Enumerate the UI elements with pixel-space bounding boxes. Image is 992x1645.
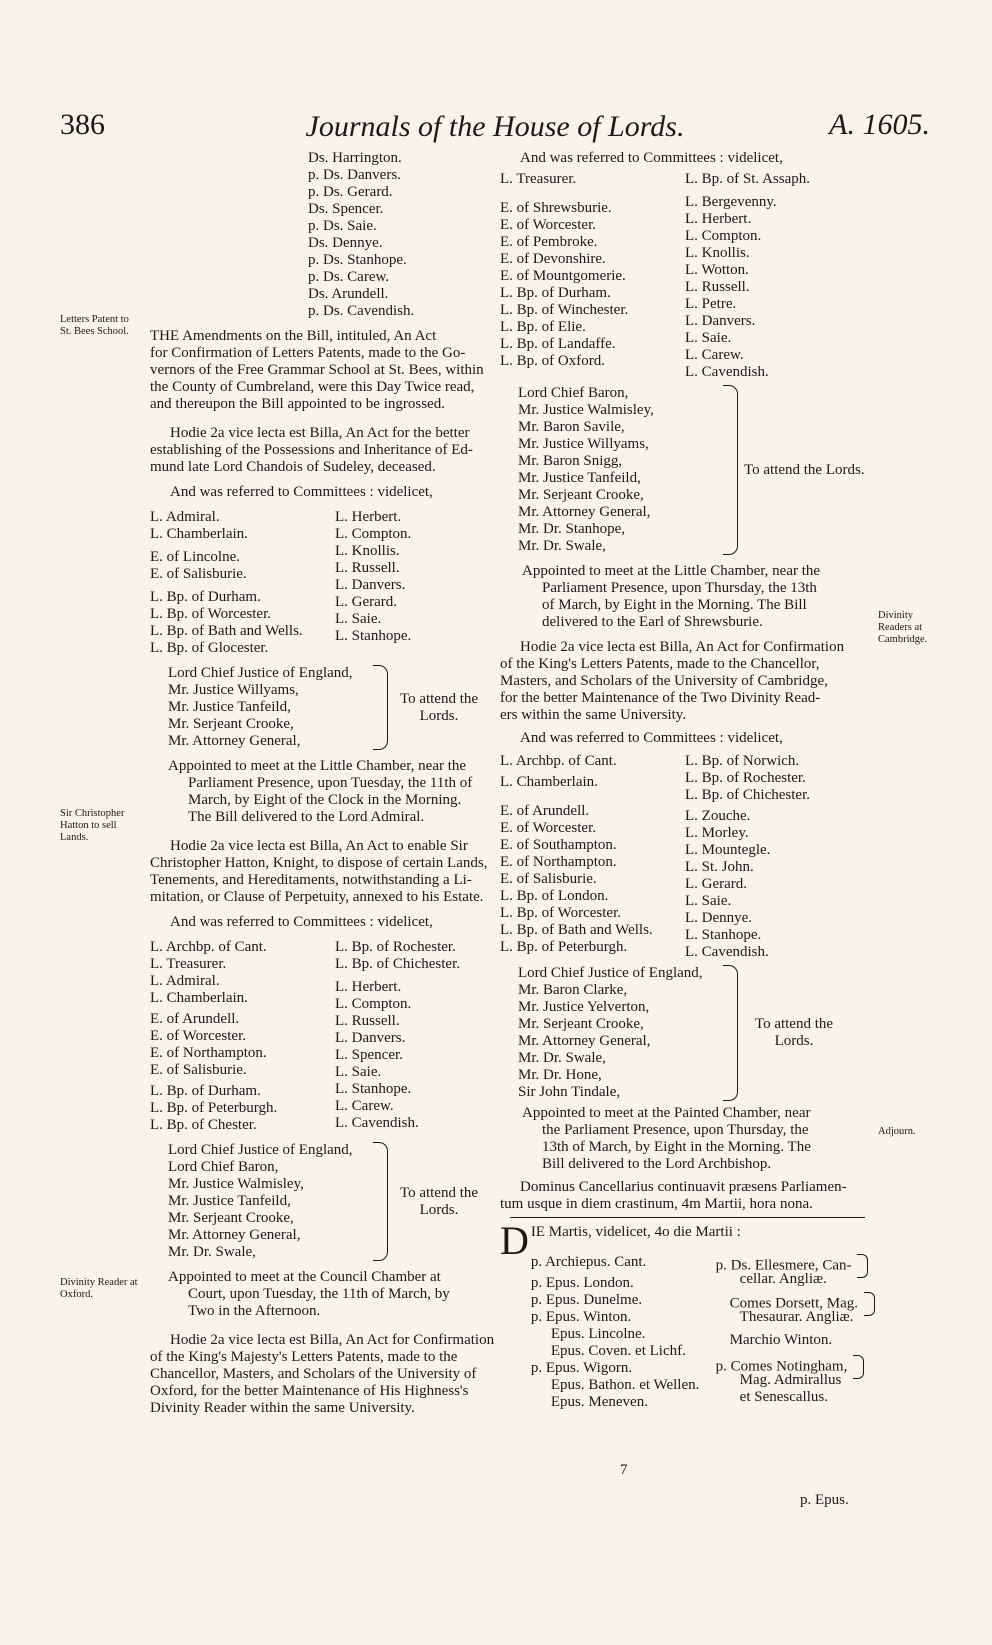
die-martis-text: IE Martis, videlicet, 4o die Martii : xyxy=(530,1224,741,1240)
attendee: p. Ds. Ellesmere, Can- xyxy=(716,1254,875,1271)
committee-member: L. Danvers. xyxy=(335,577,406,593)
attendee: p. Archiepus. Cant. xyxy=(530,1254,647,1270)
para-line: Hodie 2a vice lecta est Billa, An Act for the better xyxy=(170,425,470,441)
committee-member: L. Danvers. xyxy=(335,1030,406,1046)
committee-member: L. Bp. of Chester. xyxy=(150,1117,257,1133)
section-divider xyxy=(510,1217,865,1218)
hatton-committee xyxy=(150,939,490,1134)
committee-member: L. Bp. of Durham. xyxy=(150,589,261,605)
para-line: Hodie 2a vice lecta est Billa, An Act to enable Sir xyxy=(170,838,468,854)
judge-name: Mr. Justice Willyams, xyxy=(168,682,299,698)
committee-member: L. Bp. of Chichester. xyxy=(685,787,810,803)
judge-name: Mr. Dr. Stanhope, xyxy=(518,521,626,537)
judge-name: Sir John Tindale, xyxy=(518,1084,621,1100)
committee-member: L. Spencer. xyxy=(335,1047,403,1063)
referred-line: And was referred to Committees : videlicet, xyxy=(170,484,433,500)
margin-note-oxford: Divinity Reader at Oxford. xyxy=(60,1277,138,1300)
signature-mark: 7 xyxy=(620,1462,628,1478)
committee-member: E. of Salisburie. xyxy=(150,566,247,582)
chandois-committee xyxy=(150,509,490,657)
journal-title: Journals of the House of Lords. xyxy=(305,110,685,143)
adjourn-paragraph xyxy=(500,1179,875,1213)
committee-member: L. Bp. of Rochester. xyxy=(335,939,456,955)
judge-name: Mr. Attorney General, xyxy=(518,504,651,520)
catchword: p. Epus. xyxy=(800,1492,849,1508)
committee-member: L. Stanhope. xyxy=(685,927,762,943)
committee-member: E. of Southampton. xyxy=(500,837,617,853)
to-attend-label: To attend the Lords. xyxy=(754,1016,834,1049)
para-line: Court, upon Tuesday, the 11th of March, by xyxy=(188,1286,450,1302)
committee-member: E. of Salisburie. xyxy=(150,1062,247,1078)
attendee: p. Comes Notingham, xyxy=(716,1355,875,1372)
committee-member: L. Bp. of Oxford. xyxy=(500,353,605,369)
para-line: Bill delivered to the Lord Archbishop. xyxy=(542,1156,772,1172)
committee-member: L. Compton. xyxy=(685,228,762,244)
page-number: 386 xyxy=(60,108,105,141)
right-column xyxy=(500,150,875,1411)
committee-member: L. Carew. xyxy=(335,1098,394,1114)
committee-member: L. Morley. xyxy=(685,825,749,841)
left-column xyxy=(150,150,495,1417)
attendee: Comes Dorsett, Mag. xyxy=(716,1292,875,1309)
committee-member: L. Bp. of Durham. xyxy=(500,285,611,301)
committee-member: L. Bergevenny. xyxy=(685,194,777,210)
judge-name: Mr. Serjeant Crooke, xyxy=(518,1016,644,1032)
judge-name: Mr. Dr. Swale, xyxy=(518,1050,606,1066)
committee-member: L. Bp. of Peterburgh. xyxy=(150,1100,278,1116)
para-line: Appointed to meet at the Little Chamber, near the xyxy=(522,563,821,579)
committee-member: L. Bp. of London. xyxy=(500,888,609,904)
chandois-appointed xyxy=(150,758,490,826)
para-line: Divinity Reader within the same University. xyxy=(150,1400,415,1416)
margin-note-adjourn: Adjourn. xyxy=(878,1126,916,1137)
committee-member: L. Bp. of Durham. xyxy=(150,1083,261,1099)
attendee: p. Epus. Wigorn. xyxy=(530,1360,633,1376)
committee-member: L. Herbert. xyxy=(335,509,402,525)
committee-member: L. Knollis. xyxy=(685,245,750,261)
attendee: p. Epus. London. xyxy=(530,1275,634,1291)
attendee: et Senescallus. xyxy=(739,1389,828,1405)
judge-name: Mr. Serjeant Crooke, xyxy=(168,1210,294,1226)
st-bees-paragraph xyxy=(150,328,490,413)
committee-member: E. of Devonshire. xyxy=(500,251,606,267)
margin-note-cambridge: Divinity Readers at Cambridge. xyxy=(878,610,928,645)
committee-member: L. Saie. xyxy=(685,330,732,346)
judge-name: Mr. Justice Tanfeild, xyxy=(518,470,641,486)
judge-name: Lord Chief Justice of England, xyxy=(518,965,703,981)
para-line: establishing of the Possessions and Inheritance of Ed- xyxy=(150,442,473,458)
para-line: tum usque in diem crastinum, 4m Martii, hora nona. xyxy=(500,1196,813,1212)
oxford-paragraph xyxy=(150,1332,495,1417)
judge-name: Mr. Baron Snigg, xyxy=(518,453,623,469)
judge-name: Lord Chief Baron, xyxy=(518,385,629,401)
referred-line: And was referred to Committees : videlicet, xyxy=(520,150,783,166)
committee-member: L. Bp. of Glocester. xyxy=(150,640,269,656)
committee-member: L. Cavendish. xyxy=(685,944,769,960)
committee-member: L. Treasurer. xyxy=(150,956,227,972)
para-line: Chancellor, Masters, and Scholars of the University of xyxy=(150,1366,477,1382)
committee-member: L. Carew. xyxy=(685,347,744,363)
para-line: delivered to the Earl of Shrewsburie. xyxy=(542,614,763,630)
judge-name: Mr. Baron Clarke, xyxy=(518,982,628,998)
brace xyxy=(373,1142,388,1261)
committee-member: E. of Worcester. xyxy=(500,217,596,233)
lord-entry: p. Ds. Danvers. xyxy=(308,167,401,183)
para-line: Parliament Presence, upon Thursday, the 13th xyxy=(542,580,817,596)
judge-name: Mr. Justice Yelverton, xyxy=(518,999,650,1015)
judge-name: Lord Chief Justice of England, xyxy=(168,665,353,681)
para-line: Masters, and Scholars of the University of Cambridge, xyxy=(500,673,828,689)
committee-member: E. of Arundell. xyxy=(150,1011,240,1027)
committee-member: L. Bp. of Worcester. xyxy=(150,606,271,622)
para-line: of March, by Eight in the Morning. The Bill xyxy=(542,597,807,613)
committee-member: L. Saie. xyxy=(335,1064,382,1080)
committee-member: L. Saie. xyxy=(335,611,382,627)
attendee: Epus. Coven. et Lichf. xyxy=(550,1343,686,1359)
cambridge-committee xyxy=(500,753,875,961)
attendee: Epus. Meneven. xyxy=(550,1394,648,1410)
para-line: Parliament Presence, upon Tuesday, the 11th of xyxy=(188,775,473,791)
judge-name: Mr. Attorney General, xyxy=(168,1227,301,1243)
committee-member: L. Danvers. xyxy=(685,313,756,329)
para-line: mund late Lord Chandois of Sudeley, deceased. xyxy=(150,459,436,475)
to-attend-label: To attend the Lords. xyxy=(744,461,865,478)
committee-member: L. Cavendish. xyxy=(685,364,769,380)
committee-member: L. Bp. of Elie. xyxy=(500,319,586,335)
committee-member: L. Russell. xyxy=(685,279,750,295)
lord-entry: p. Ds. Stanhope. xyxy=(308,252,407,268)
chandois-judges-group xyxy=(168,665,490,750)
oxford-appointed xyxy=(500,563,875,631)
committee-member: L. Chamberlain. xyxy=(150,990,248,1006)
committee-member: L. Bp. of Worcester. xyxy=(500,905,621,921)
committee-member: L. Gerard. xyxy=(685,876,748,892)
committee-member: L. Cavendish. xyxy=(335,1115,419,1131)
cambridge-judges-group xyxy=(518,965,875,1101)
lord-entry: Ds. Harrington. xyxy=(308,150,402,166)
para-line: The Bill delivered to the Lord Admiral. xyxy=(188,809,425,825)
committee-member: L. Russell. xyxy=(335,560,400,576)
para-line: ers within the same University. xyxy=(500,707,687,723)
committee-member: L. Bp. of Chichester. xyxy=(335,956,460,972)
committee-member: L. Treasurer. xyxy=(500,171,577,187)
committee-member: L. Bp. of Rochester. xyxy=(685,770,806,786)
committee-member: L. Herbert. xyxy=(335,979,402,995)
referred-line: And was referred to Committees : videlicet, xyxy=(520,730,783,746)
committee-member: L. Dennye. xyxy=(685,910,753,926)
committee-member: L. Archbp. of Cant. xyxy=(500,753,617,769)
judge-name: Mr. Serjeant Crooke, xyxy=(168,716,294,732)
hatton-judges-group xyxy=(168,1142,490,1261)
committee-member: L. St. John. xyxy=(685,859,754,875)
judge-name: Lord Chief Justice of England, xyxy=(168,1142,353,1158)
lord-entry: p. Ds. Gerard. xyxy=(308,184,393,200)
para-line: and thereupon the Bill appointed to be ingrossed. xyxy=(150,396,445,412)
attendee: cellar. Angliæ. xyxy=(739,1271,827,1287)
hatton-appointed xyxy=(150,1269,490,1320)
para-line: for Confirmation of Letters Patents, made to the Go- xyxy=(150,345,466,361)
lord-entry: p. Ds. Cavendish. xyxy=(308,303,415,319)
committee-member: L. Stanhope. xyxy=(335,1081,412,1097)
attendee: p. Epus. Winton. xyxy=(530,1309,632,1325)
committee-member: L. Compton. xyxy=(335,526,412,542)
committee-member: L. Bp. of Bath and Wells. xyxy=(500,922,653,938)
attendee: Mag. Admirallus xyxy=(739,1372,842,1388)
chandois-paragraph xyxy=(150,425,490,476)
committee-member: L. Bp. of Landaffe. xyxy=(500,336,616,352)
committee-member: L. Chamberlain. xyxy=(500,774,598,790)
para-line: THE Amendments on the Bill, intituled, An Act xyxy=(150,328,437,344)
committee-member: E. of Mountgomerie. xyxy=(500,268,626,284)
lord-entry: p. Ds. Saie. xyxy=(308,218,377,234)
lord-entry: Ds. Dennye. xyxy=(308,235,383,251)
committee-member: E. of Northampton. xyxy=(500,854,617,870)
para-line: mitation, or Clause of Perpetuity, annexed to his Estate. xyxy=(150,889,484,905)
committee-member: L. Petre. xyxy=(685,296,737,312)
judge-name: Mr. Justice Willyams, xyxy=(518,436,649,452)
to-attend-label: To attend the Lords. xyxy=(399,1184,479,1218)
committee-member: E. of Northampton. xyxy=(150,1045,267,1061)
committee-member: E. of Worcester. xyxy=(500,820,596,836)
committee-member: L. Admiral. xyxy=(150,509,220,525)
para-line: for the better Maintenance of the Two Divinity Read- xyxy=(500,690,821,706)
committee-member: L. Gerard. xyxy=(335,594,398,610)
top-lords-list xyxy=(150,150,490,320)
committee-member: L. Admiral. xyxy=(150,973,220,989)
oxford-committee xyxy=(500,171,875,381)
attendee: p. Epus. Dunelme. xyxy=(530,1292,643,1308)
para-line: Appointed to meet at the Painted Chamber, near xyxy=(522,1105,811,1121)
oxford-judges-group xyxy=(518,385,875,555)
attendee: Thesaurar. Angliæ. xyxy=(739,1309,854,1325)
attendee: Marchio Winton. xyxy=(729,1332,833,1348)
brace xyxy=(723,965,738,1101)
attendance-list xyxy=(531,1254,875,1411)
to-attend-label: To attend the Lords. xyxy=(399,690,479,724)
committee-member: L. Wotton. xyxy=(685,262,749,278)
judge-name: Mr. Justice Tanfeild, xyxy=(168,699,291,715)
committee-member: L. Bp. of Norwich. xyxy=(685,753,800,769)
cambridge-paragraph xyxy=(500,639,875,724)
committee-member: L. Compton. xyxy=(335,996,412,1012)
para-line: Hodie 2a vice lecta est Billa, An Act for Confirmation xyxy=(170,1332,495,1348)
committee-member: L. Bp. of Winchester. xyxy=(500,302,629,318)
judge-name: Mr. Justice Walmisley, xyxy=(168,1176,304,1192)
committee-member: L. Mountegle. xyxy=(685,842,771,858)
lord-entry: Ds. Spencer. xyxy=(308,201,384,217)
committee-member: L. Stanhope. xyxy=(335,628,412,644)
page-header xyxy=(60,108,930,144)
para-line: Two in the Afternoon. xyxy=(188,1303,321,1319)
para-line: Appointed to meet at the Little Chamber, near the xyxy=(168,758,467,774)
margin-note-st-bees: Letters Patent to St. Bees School. xyxy=(60,314,129,337)
committee-member: L. Archbp. of Cant. xyxy=(150,939,267,955)
committee-member: L. Bp. of St. Assaph. xyxy=(685,171,811,187)
drop-cap: D xyxy=(500,1218,529,1263)
judge-name: Mr. Baron Savile, xyxy=(518,419,625,435)
para-line: vernors of the Free Grammar School at St. Bees, within xyxy=(150,362,484,378)
judge-name: Mr. Serjeant Crooke, xyxy=(518,487,644,503)
committee-member: E. of Salisburie. xyxy=(500,871,597,887)
committee-member: L. Bp. of Peterburgh. xyxy=(500,939,628,955)
para-line: the County of Cumbreland, were this Day Twice read, xyxy=(150,379,475,395)
para-line: the Parliament Presence, upon Thursday, the xyxy=(542,1122,809,1138)
para-line: 13th of March, by Eight in the Morning. The xyxy=(542,1139,811,1155)
para-line: of the King's Letters Patents, made to the Chancellor, xyxy=(500,656,820,672)
judge-name: Mr. Justice Walmisley, xyxy=(518,402,654,418)
margin-note-hatton: Sir Christopher Hatton to sell Lands. xyxy=(60,808,125,843)
lord-entry: Ds. Arundell. xyxy=(308,286,389,302)
attendee: Epus. Lincolne. xyxy=(550,1326,646,1342)
committee-member: E. of Pembroke. xyxy=(500,234,598,250)
judge-name: Mr. Dr. Swale, xyxy=(168,1244,256,1260)
judge-name: Mr. Dr. Swale, xyxy=(518,538,606,554)
cambridge-appointed xyxy=(500,1105,875,1173)
para-line: Hodie 2a vice lecta est Billa, An Act for Confirmation xyxy=(520,639,845,655)
para-line: Dominus Cancellarius continuavit præsens Parliamen- xyxy=(520,1179,847,1195)
para-line: Tenements, and Hereditaments, notwithstanding a Li- xyxy=(150,872,472,888)
para-line: Appointed to meet at the Council Chamber at xyxy=(168,1269,441,1285)
committee-member: L. Russell. xyxy=(335,1013,400,1029)
committee-member: E. of Worcester. xyxy=(150,1028,246,1044)
committee-member: L. Bp. of Bath and Wells. xyxy=(150,623,303,639)
brace xyxy=(373,665,388,750)
committee-member: L. Knollis. xyxy=(335,543,400,559)
committee-member: E. of Lincolne. xyxy=(150,549,240,565)
judge-name: Mr. Attorney General, xyxy=(518,1033,651,1049)
attendee: Epus. Bathon. et Wellen. xyxy=(550,1377,700,1393)
judge-name: Mr. Dr. Hone, xyxy=(518,1067,602,1083)
year: A. 1605. xyxy=(829,108,930,141)
para-line: Oxford, for the better Maintenance of His Highness's xyxy=(150,1383,469,1399)
brace xyxy=(723,385,738,555)
committee-member: E. of Shrewsburie. xyxy=(500,200,612,216)
para-line: March, by Eight of the Clock in the Morning. xyxy=(188,792,462,808)
judge-name: Mr. Justice Tanfeild, xyxy=(168,1193,291,1209)
judge-name: Mr. Attorney General, xyxy=(168,733,301,749)
para-line: of the King's Majesty's Letters Patents, made to the xyxy=(150,1349,458,1365)
committee-member: L. Herbert. xyxy=(685,211,752,227)
committee-member: L. Zouche. xyxy=(685,808,751,824)
committee-member: L. Saie. xyxy=(685,893,732,909)
judge-name: Lord Chief Baron, xyxy=(168,1159,279,1175)
committee-member: L. Chamberlain. xyxy=(150,526,248,542)
hatton-paragraph xyxy=(150,838,490,906)
referred-line: And was referred to Committees : videlicet, xyxy=(170,914,433,930)
committee-member: E. of Arundell. xyxy=(500,803,590,819)
lord-entry: p. Ds. Carew. xyxy=(308,269,390,285)
para-line: Christopher Hatton, Knight, to dispose of certain Lands, xyxy=(150,855,488,871)
